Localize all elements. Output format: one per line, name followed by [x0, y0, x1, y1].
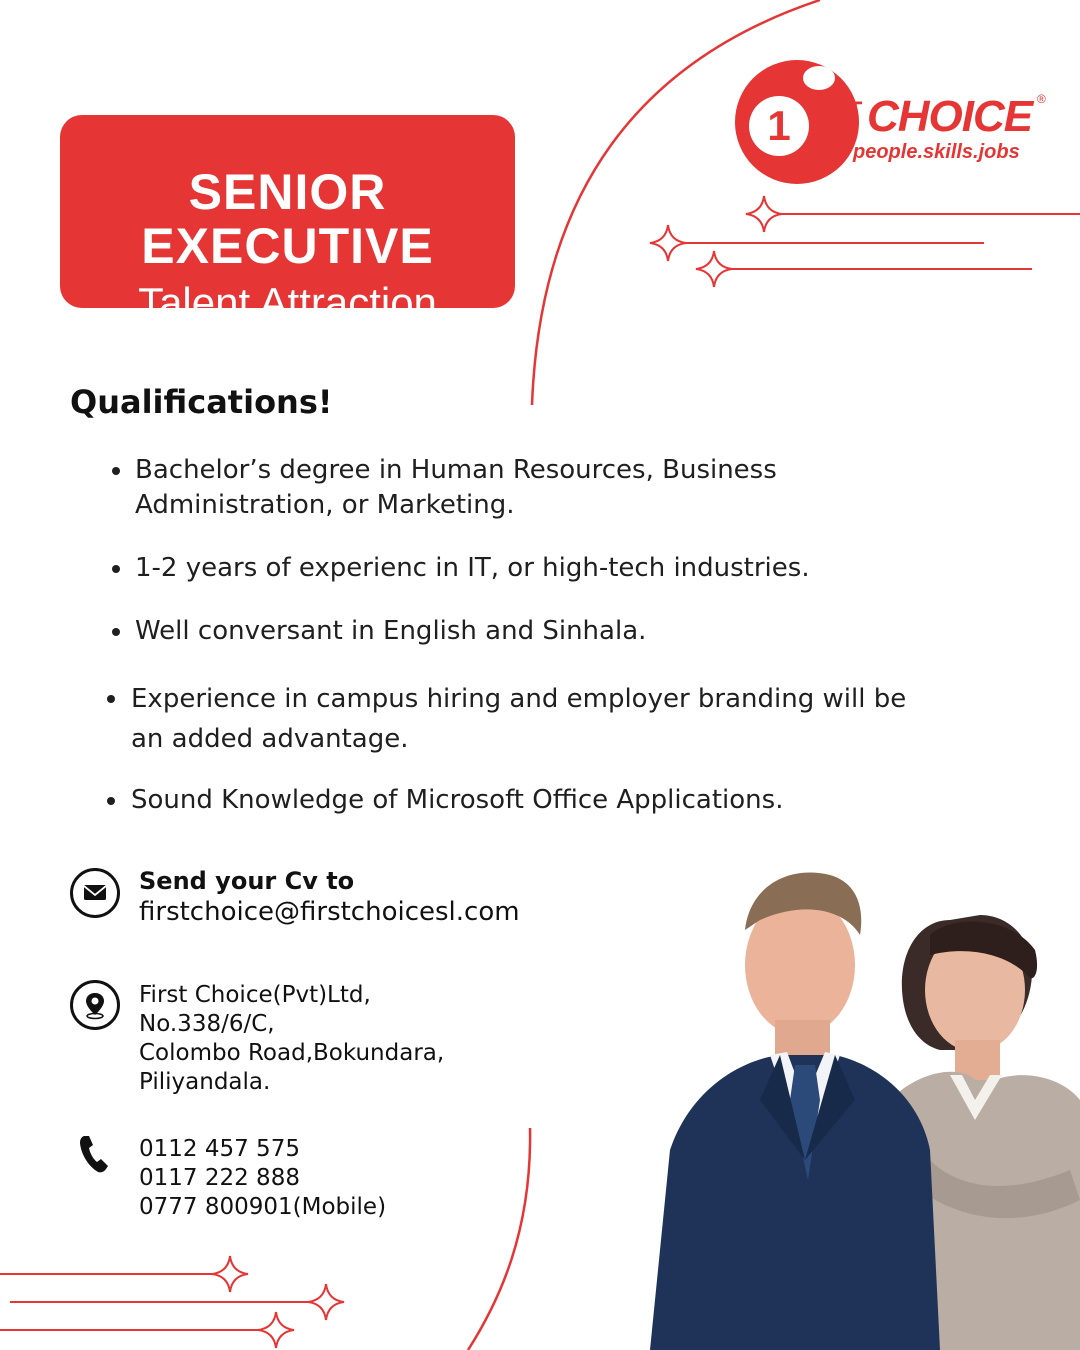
business-people-photo	[630, 860, 1080, 1350]
sparkle-icon	[308, 1284, 344, 1320]
logo-tagline: people.skills.jobs	[853, 141, 1020, 163]
bullet	[107, 797, 115, 805]
bullet	[112, 565, 120, 573]
qualifications-heading: Qualifications!	[70, 383, 333, 421]
phone-icon	[78, 1134, 110, 1174]
email-label: Send your Cv to	[139, 867, 355, 895]
phone-number[interactable]: 0777 800901(Mobile)	[139, 1194, 387, 1220]
phone-number[interactable]: 0117 222 888	[139, 1165, 300, 1191]
phone-number[interactable]: 0112 457 575	[139, 1136, 300, 1162]
bullet	[112, 467, 120, 475]
address-line: First Choice(Pvt)Ltd,	[139, 982, 371, 1008]
address-line: No.338/6/C,	[139, 1011, 275, 1037]
qualification-text: Well conversant in English and Sinhala.	[135, 616, 647, 646]
qualification-text: Experience in campus hiring and employer branding will be	[131, 684, 907, 714]
envelope-icon	[70, 868, 120, 918]
job-title: SENIOR EXECUTIVE	[141, 164, 434, 274]
logo-brand: CHOICE	[867, 92, 1033, 141]
sparkle-icon	[258, 1312, 294, 1348]
address-line: Colombo Road,Bokundara,	[139, 1040, 445, 1066]
qualification-text: Bachelor’s degree in Human Resources, Business	[135, 455, 777, 485]
list-item	[108, 551, 810, 586]
address-block	[139, 981, 444, 1097]
sparkle-icon	[746, 196, 782, 232]
sparkle-icon	[650, 225, 686, 261]
job-subtitle: Talent Attraction	[138, 279, 437, 326]
job-title-banner	[60, 115, 515, 326]
list-item	[105, 679, 906, 759]
bullet	[112, 628, 120, 636]
list-item	[108, 614, 646, 649]
logo-mark	[735, 60, 875, 190]
email-block	[139, 866, 520, 928]
logo-number: 1	[767, 102, 791, 149]
registered-mark: ®	[1037, 92, 1046, 106]
list-item	[105, 783, 783, 818]
location-pin-icon	[70, 980, 120, 1030]
sparkle-icon	[696, 251, 732, 287]
qualification-text: 1-2 years of experienc in IT, or high-tech industries.	[135, 553, 810, 583]
email-address[interactable]: firstchoice@firstchoicesl.com	[139, 897, 520, 927]
qualification-text: Administration, or Marketing.	[135, 490, 515, 520]
phone-block	[139, 1135, 386, 1222]
sparkle-icon	[212, 1256, 248, 1292]
address-line: Piliyandala.	[139, 1069, 271, 1095]
bullet	[107, 695, 115, 703]
logo-superscript: ST	[831, 97, 863, 124]
qualification-text: an added advantage.	[131, 724, 409, 754]
list-item	[108, 453, 777, 523]
qualification-text: Sound Knowledge of Microsoft Office Applications.	[131, 785, 784, 815]
company-logo	[735, 60, 1055, 190]
